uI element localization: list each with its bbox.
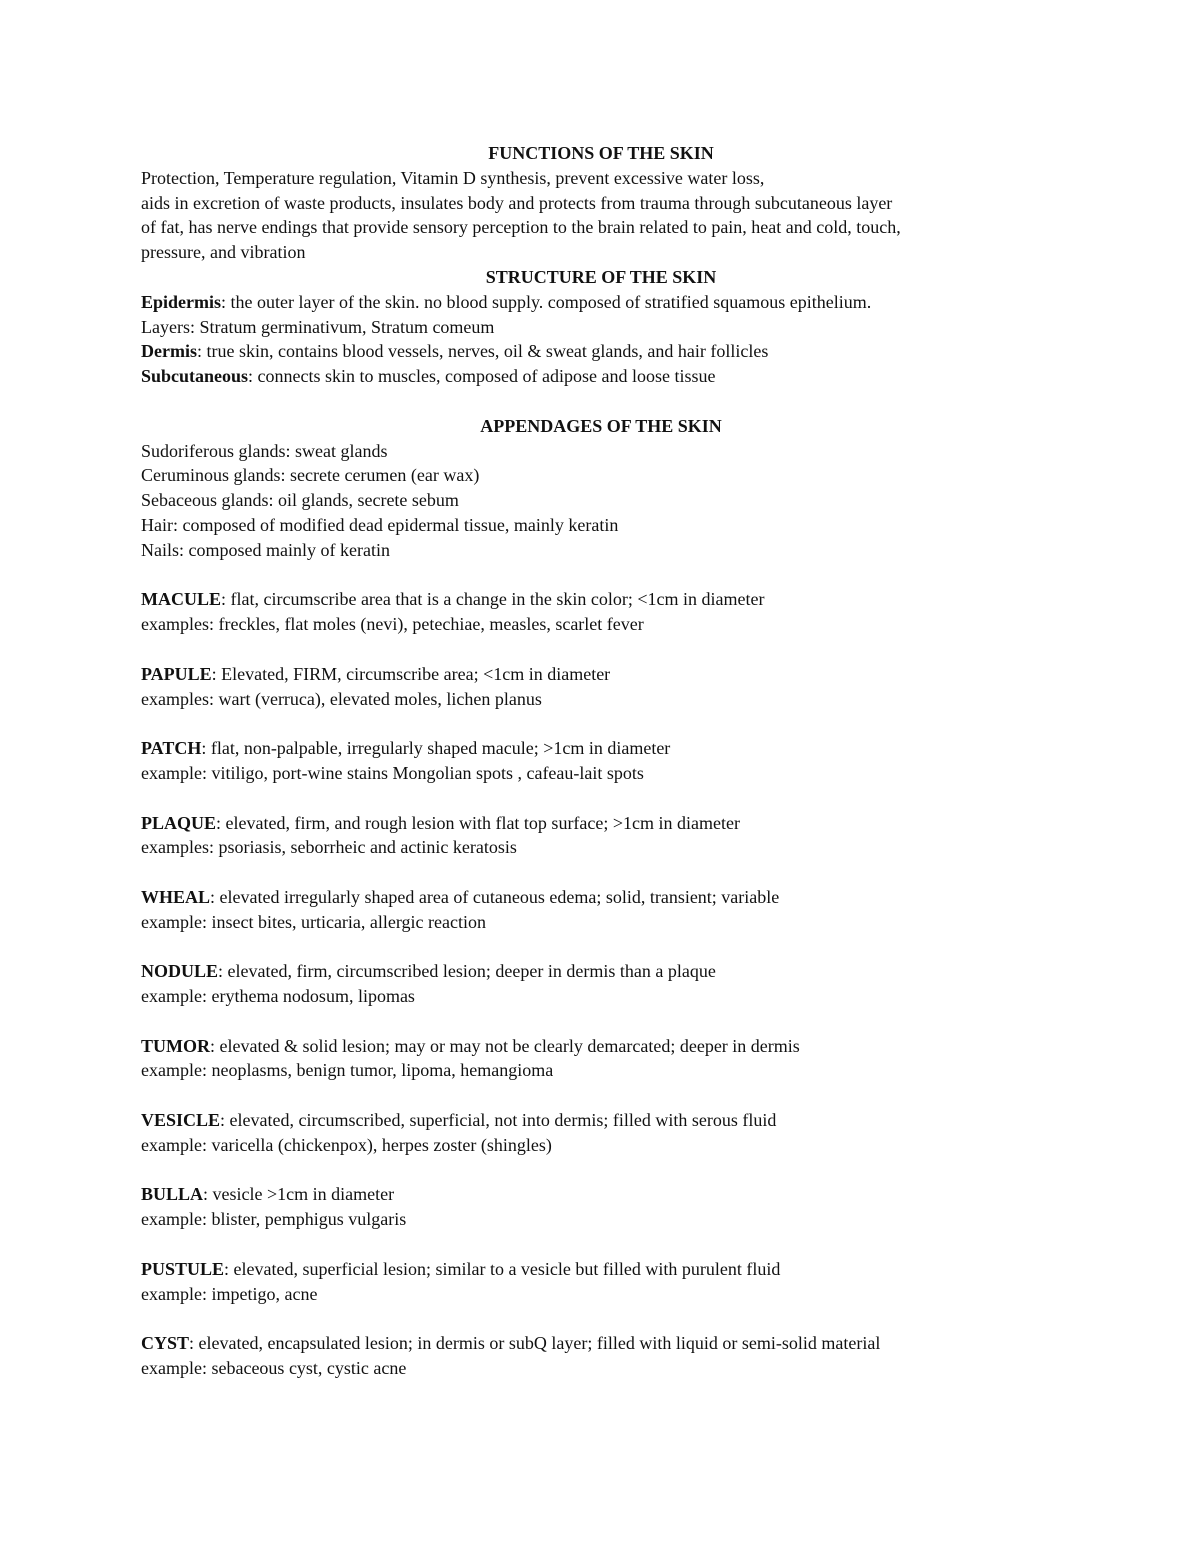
lesion-term: PAPULE	[141, 663, 212, 684]
lesion-example: example: blister, pemphigus vulgaris	[141, 1209, 407, 1230]
functions-line: pressure, and vibration	[141, 242, 306, 263]
lesion-cyst	[141, 1331, 1061, 1356]
lesion-bulla	[141, 1182, 1061, 1207]
functions-line: of fat, has nerve endings that provide sensory perception to the brain related to pain, heat and cold, touch,	[141, 217, 901, 238]
appendages-heading: APPENDAGES OF THE SKIN	[480, 415, 722, 436]
lesion-example: example: insect bites, urticaria, allergic reaction	[141, 911, 487, 932]
functions-line: Protection, Temperature regulation, Vitamin D synthesis, prevent excessive water loss,	[141, 167, 765, 188]
lesion-example: example: neoplasms, benign tumor, lipoma, hemangioma	[141, 1060, 554, 1081]
lesion-term: TUMOR	[141, 1035, 210, 1056]
lesion-definition: : elevated, encapsulated lesion; in dermis or subQ layer; filled with liquid or semi-solid material	[189, 1333, 881, 1354]
lesion-definition: : elevated, firm, and rough lesion with flat top surface; >1cm in diameter	[216, 812, 741, 833]
lesion-example: examples: wart (verruca), elevated moles, lichen planus	[141, 688, 542, 709]
lesion-patch	[141, 736, 1061, 761]
lesion-term: MACULE	[141, 589, 221, 610]
functions-heading: FUNCTIONS OF THE SKIN	[488, 143, 714, 163]
dermis-text: : true skin, contains blood vessels, nerves, oil & sweat glands, and hair follicles	[196, 341, 769, 362]
lesion-definition: : elevated, superficial lesion; similar to a vesicle but filled with purulent fluid	[224, 1258, 781, 1279]
subcutaneous-text: : connects skin to muscles, composed of adipose and loose tissue	[248, 366, 716, 387]
subcutaneous-term: Subcutaneous	[141, 366, 249, 387]
appendage-item: Sudoriferous glands: sweat glands	[141, 440, 388, 461]
lesion-definition: : flat, non-palpable, irregularly shaped macule; >1cm in diameter	[201, 738, 671, 759]
dermis-term: Dermis	[141, 341, 197, 362]
lesion-example: examples: freckles, flat moles (nevi), petechiae, measles, scarlet fever	[141, 614, 644, 635]
subcutaneous-line	[141, 364, 1061, 389]
lesion-definition: : elevated & solid lesion; may or may not be clearly demarcated; deeper in dermis	[210, 1035, 800, 1056]
appendage-item: Ceruminous glands: secrete cerumen (ear wax)	[141, 465, 480, 486]
lesion-vesicle	[141, 1108, 1061, 1133]
lesion-definition: : vesicle >1cm in diameter	[203, 1184, 395, 1205]
lesion-term: NODULE	[141, 961, 219, 982]
lesion-example: example: impetigo, acne	[141, 1283, 318, 1304]
layers-line: Layers: Stratum germinativum, Stratum comeum	[141, 316, 495, 337]
dermis-line	[141, 339, 1061, 364]
lesion-example: example: sebaceous cyst, cystic acne	[141, 1358, 407, 1379]
lesion-example: examples: psoriasis, seborrheic and actinic keratosis	[141, 837, 517, 858]
lesion-term: PUSTULE	[141, 1258, 225, 1279]
lesion-nodule	[141, 959, 1061, 984]
lesion-definition: : elevated, firm, circumscribed lesion; deeper in dermis than a plaque	[218, 961, 716, 982]
lesion-wheal	[141, 885, 1061, 910]
lesion-plaque	[141, 811, 1061, 836]
lesion-example: example: varicella (chickenpox), herpes zoster (shingles)	[141, 1134, 552, 1155]
lesion-term: WHEAL	[141, 886, 211, 907]
lesion-example: example: vitiligo, port-wine stains Mongolian spots , cafeau-lait spots	[141, 762, 644, 783]
lesion-definition: : elevated, circumscribed, superficial, not into dermis; filled with serous fluid	[220, 1110, 777, 1131]
lesion-pustule	[141, 1257, 1061, 1282]
lesion-term: CYST	[141, 1333, 190, 1354]
lesion-term: PLAQUE	[141, 812, 217, 833]
functions-line: aids in excretion of waste products, insulates body and protects from trauma through subcutaneous layer	[141, 192, 893, 213]
lesion-tumor	[141, 1034, 1061, 1059]
lesion-macule	[141, 587, 1061, 612]
appendage-item: Nails: composed mainly of keratin	[141, 539, 390, 560]
lesion-definition: : Elevated, FIRM, circumscribe area; <1cm in diameter	[211, 663, 611, 684]
document-page	[141, 141, 1061, 1381]
structure-heading: STRUCTURE OF THE SKIN	[485, 266, 717, 287]
lesion-definition: : elevated irregularly shaped area of cutaneous edema; solid, transient; variable	[210, 886, 780, 907]
appendage-item: Hair: composed of modified dead epidermal tissue, mainly keratin	[141, 514, 619, 535]
lesion-term: VESICLE	[141, 1110, 221, 1131]
lesion-papule	[141, 662, 1061, 687]
appendage-item: Sebaceous glands: oil glands, secrete sebum	[141, 490, 459, 511]
epidermis-term: Epidermis	[141, 291, 222, 312]
lesion-definition: : flat, circumscribe area that is a change in the skin color; <1cm in diameter	[221, 589, 765, 610]
epidermis-text: : the outer layer of the skin. no blood supply. composed of stratified squamous epithelium.	[221, 291, 872, 312]
lesion-term: PATCH	[141, 738, 202, 759]
epidermis-line	[141, 290, 1061, 315]
lesion-term: BULLA	[141, 1184, 204, 1205]
lesion-example: example: erythema nodosum, lipomas	[141, 986, 415, 1007]
